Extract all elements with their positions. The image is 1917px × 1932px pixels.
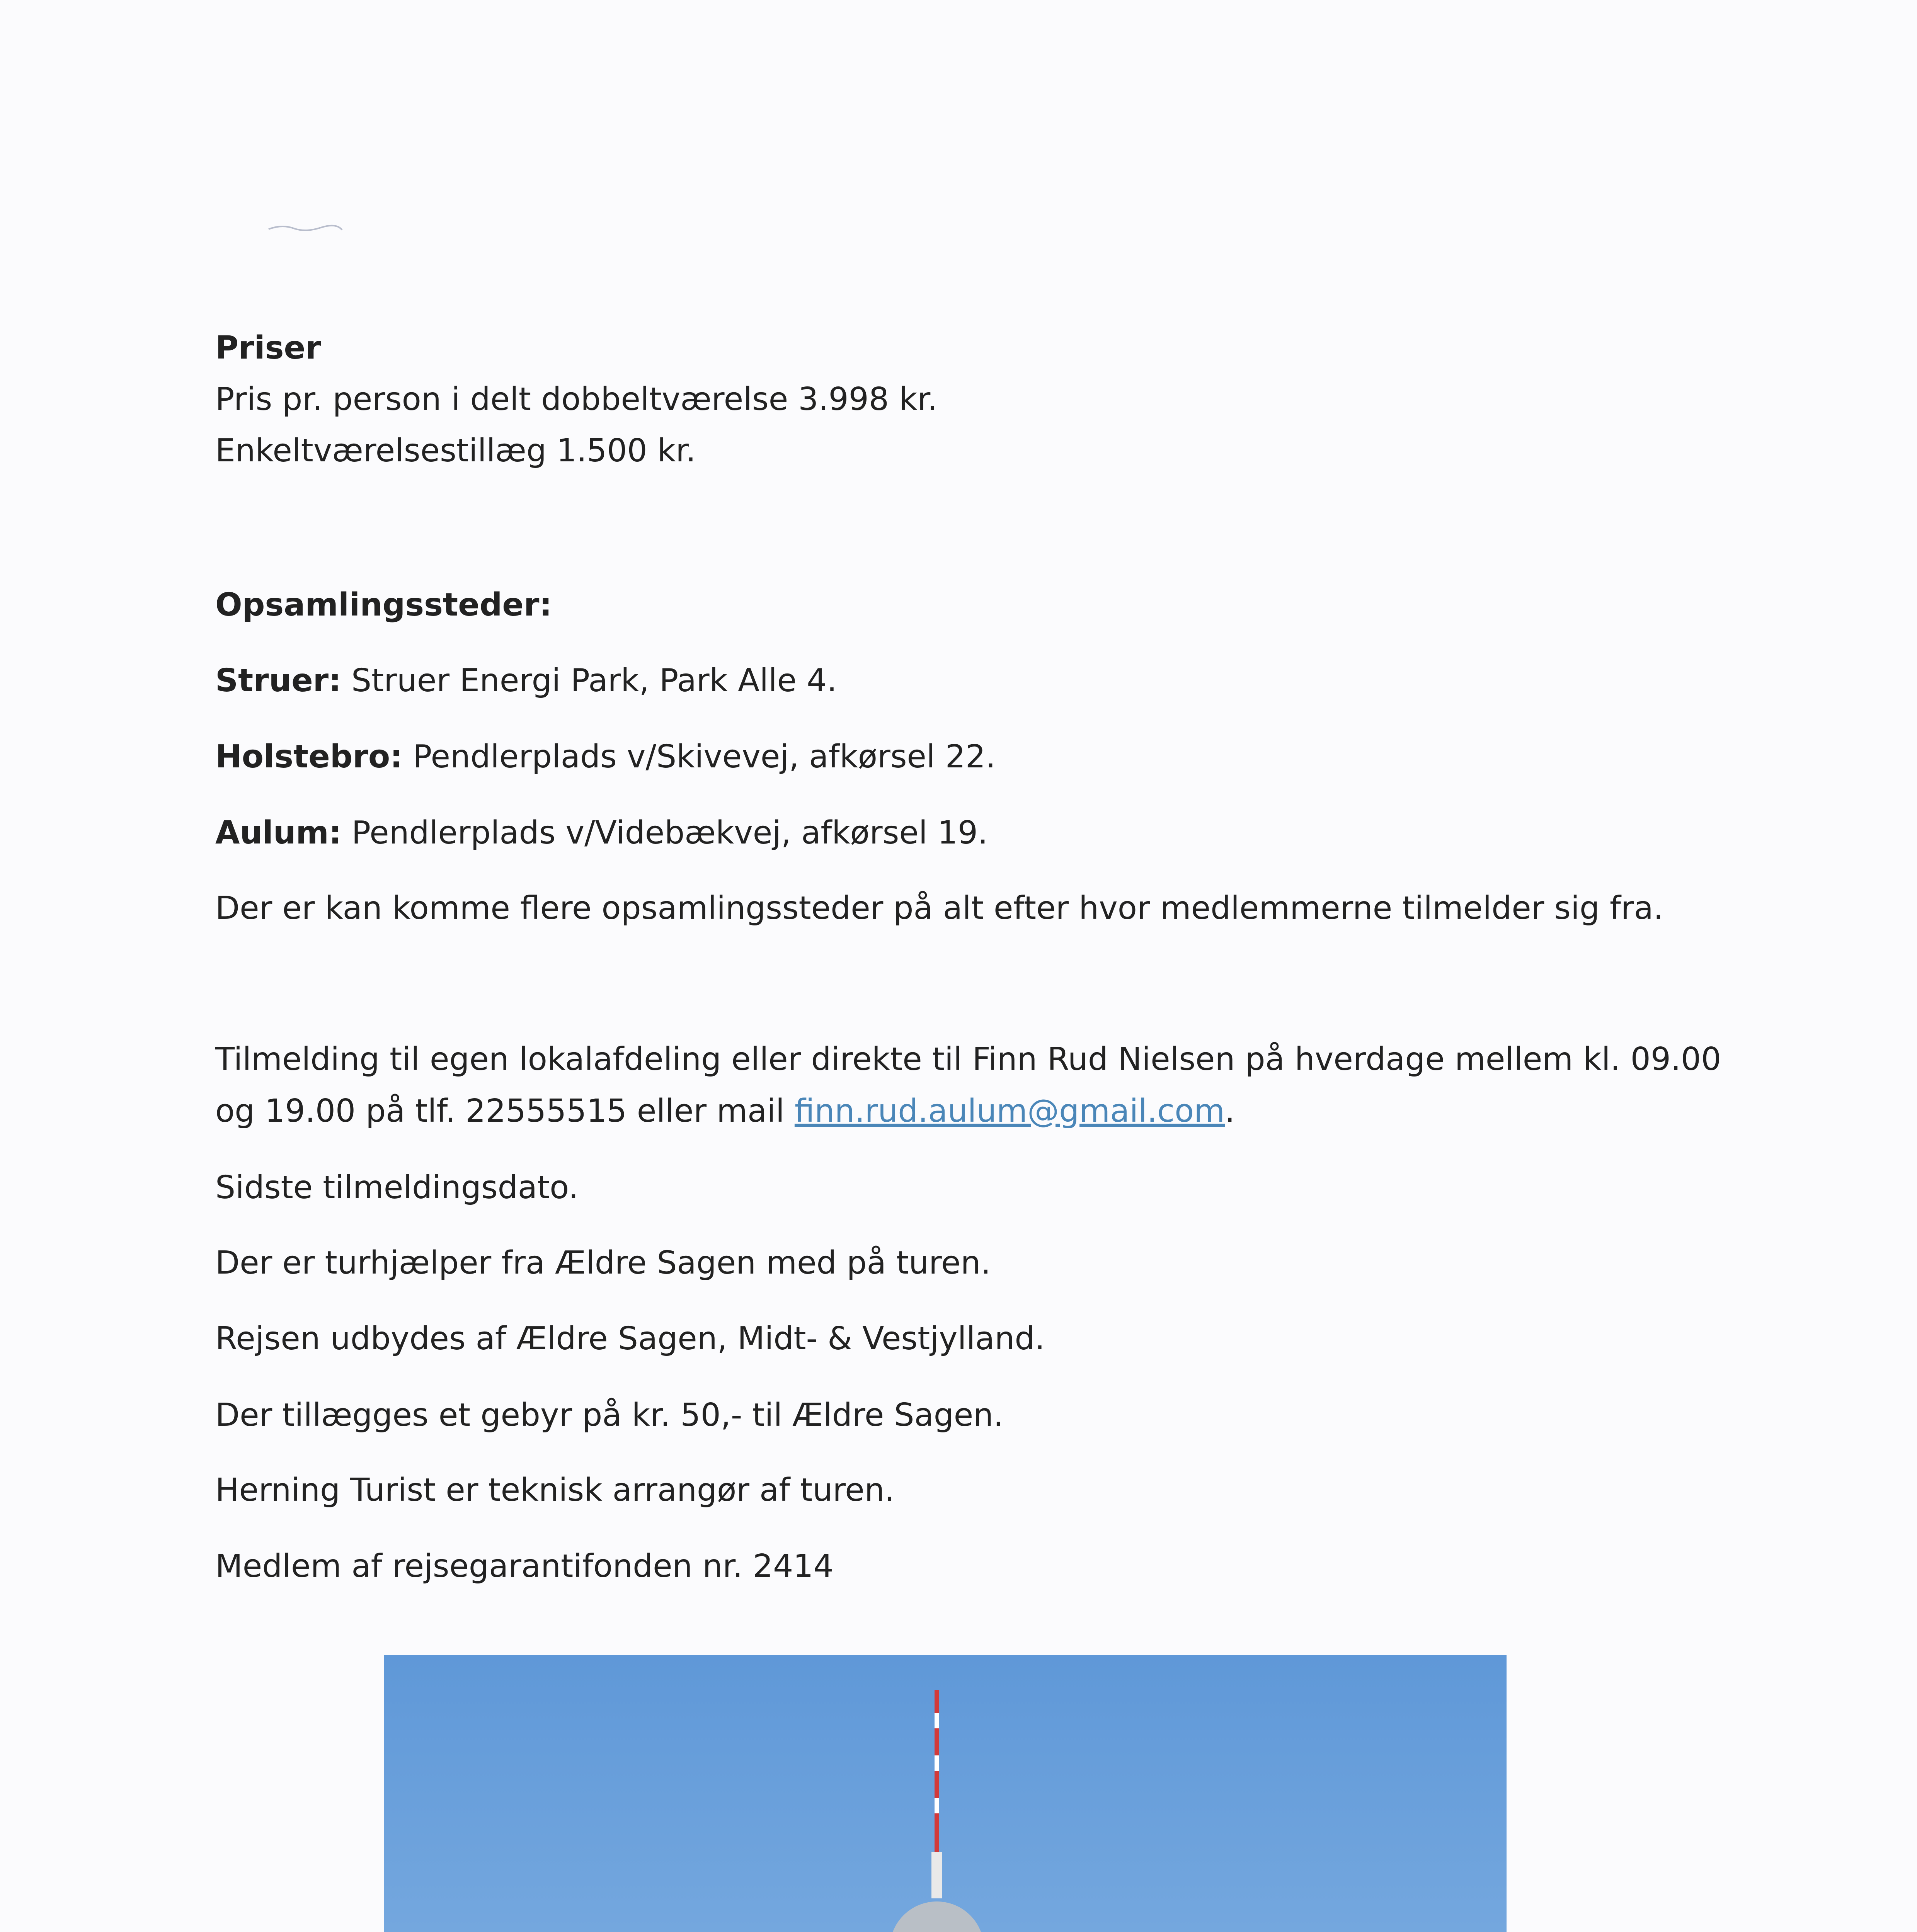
info-line: Der er turhjælper fra Ældre Sagen med på turen. xyxy=(215,1245,991,1281)
pickup-place-label: Aulum: xyxy=(215,815,342,851)
tv-tower-photo-icon xyxy=(384,1655,1507,1932)
price-double-room: Pris pr. person i delt dobbeltværelse 3.998 kr. xyxy=(215,381,938,418)
pickup-note: Der er kan komme flere opsamlingssteder på alt efter hvor medlemmerne tilmelder sig fra. xyxy=(215,890,1663,927)
signup-line-1: Tilmelding til egen lokalafdeling eller direkte til Finn Rud Nielsen på hverdage mellem kl. 09.00 xyxy=(215,1041,1721,1078)
pickup-heading: Opsamlingssteder: xyxy=(215,587,552,623)
prices-heading: Priser xyxy=(215,330,321,366)
signup-text: og 19.00 på tlf. 22555515 eller mail xyxy=(215,1093,795,1129)
info-line: Rejsen udbydes af Ældre Sagen, Midt- & Vestjylland. xyxy=(215,1320,1045,1357)
info-line: Sidste tilmeldingsdato. xyxy=(215,1169,579,1206)
pickup-place-address: Pendlerplads v/Skivevej, afkørsel 22. xyxy=(402,738,996,775)
pickup-place-holstebro xyxy=(215,738,996,776)
tv-tower-photo xyxy=(384,1655,1507,1932)
price-single-supplement: Enkeltværelsestillæg 1.500 kr. xyxy=(215,432,696,469)
email-link[interactable]: finn.rud.aulum@gmail.com xyxy=(794,1093,1225,1129)
signup-line-2 xyxy=(215,1092,1235,1130)
info-line: Medlem af rejsegarantifonden nr. 2414 xyxy=(215,1548,834,1585)
info-line: Herning Turist er teknisk arrangør af turen. xyxy=(215,1472,895,1509)
pickup-place-aulum xyxy=(215,814,988,852)
scan-mark-icon xyxy=(267,222,344,234)
pickup-place-struer xyxy=(215,662,837,700)
pickup-place-address: Struer Energi Park, Park Alle 4. xyxy=(341,662,837,699)
pickup-place-label: Holstebro: xyxy=(215,738,403,775)
info-line: Der tillægges et gebyr på kr. 50,- til Ældre Sagen. xyxy=(215,1397,1004,1434)
signup-period: . xyxy=(1225,1093,1235,1129)
pickup-place-address: Pendlerplads v/Videbækvej, afkørsel 19. xyxy=(341,815,988,851)
pickup-place-label: Struer: xyxy=(215,662,341,699)
